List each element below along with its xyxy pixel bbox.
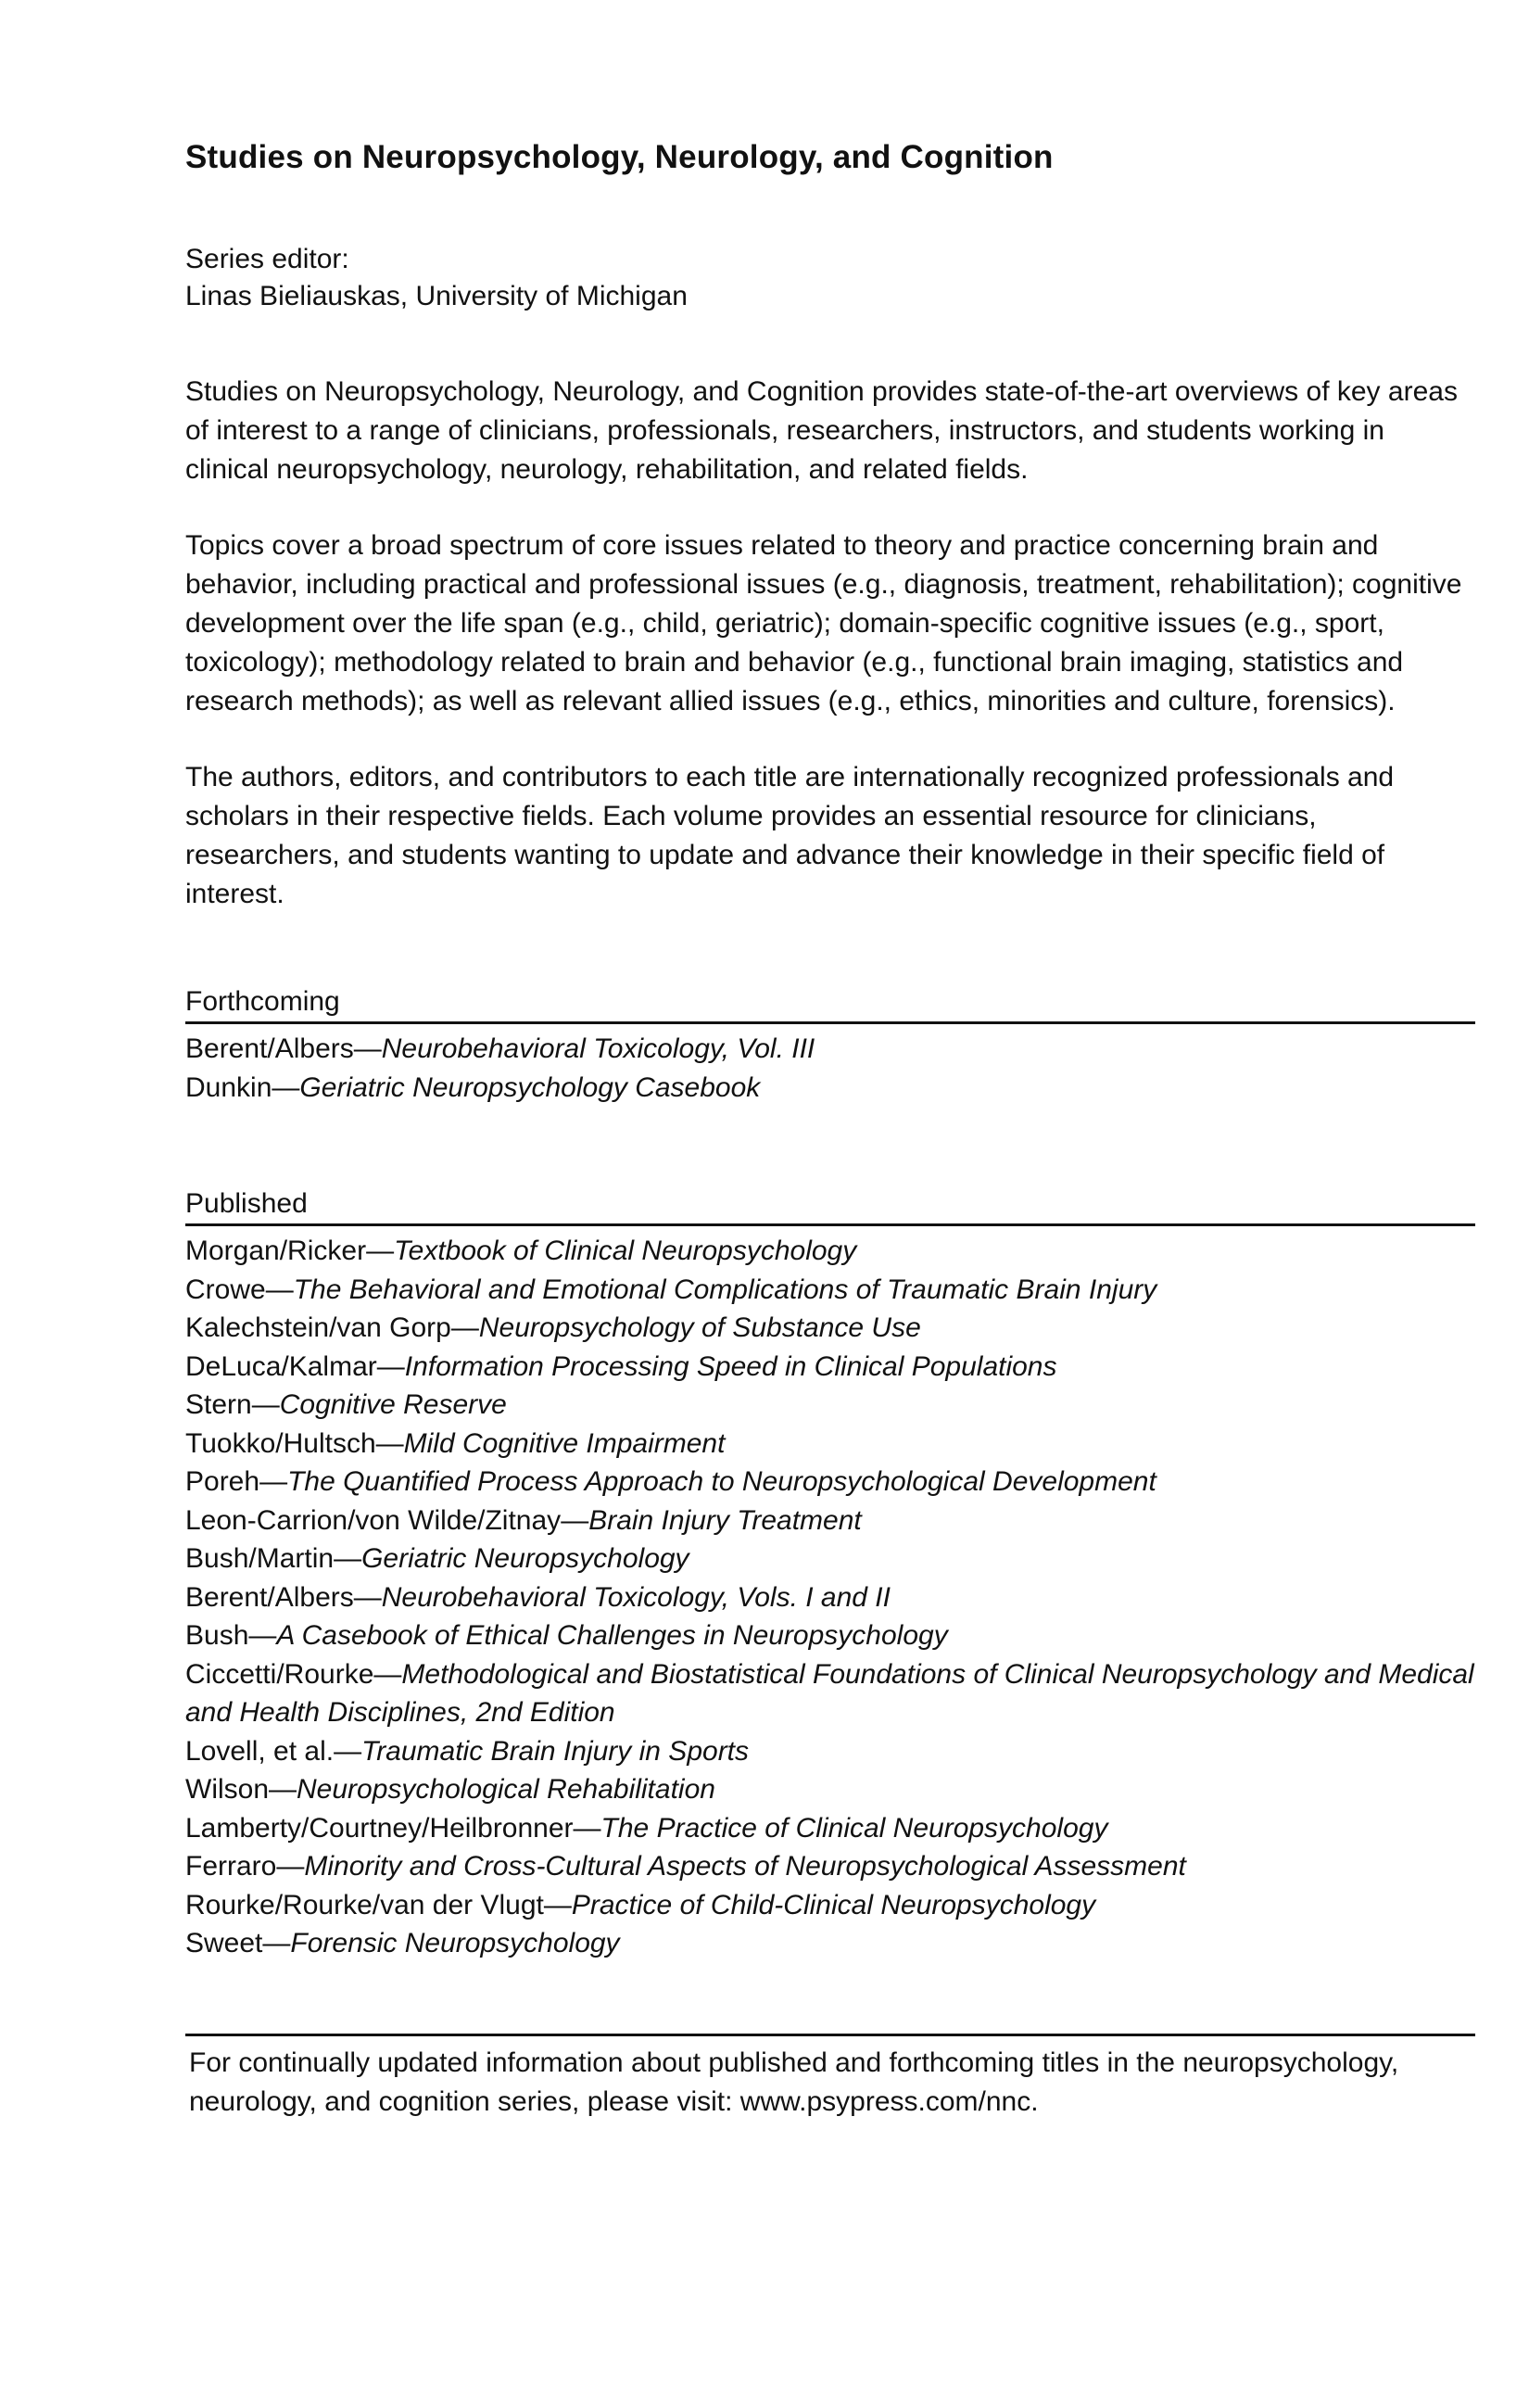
- book-list-item: [185, 1578, 1475, 1617]
- forthcoming-section: [185, 984, 1475, 1107]
- book-authors: Crowe: [185, 1274, 266, 1305]
- book-list-item: [185, 1502, 1475, 1540]
- book-authors: Berent/Albers: [185, 1033, 354, 1064]
- em-dash-separator: —: [376, 1350, 405, 1382]
- book-title: Practice of Child-Clinical Neuropsychology: [571, 1889, 1096, 1920]
- em-dash-separator: —: [272, 1071, 300, 1103]
- book-title: Neuropsychological Rehabilitation: [297, 1774, 715, 1805]
- em-dash-separator: —: [262, 1928, 291, 1958]
- series-editor-block: [185, 241, 1475, 315]
- em-dash-separator: —: [450, 1312, 479, 1343]
- book-list-item: [185, 1030, 1475, 1069]
- em-dash-separator: —: [334, 1735, 362, 1767]
- book-authors: Wilson: [185, 1774, 270, 1805]
- book-authors: Lamberty/Courtney/Heilbronner: [185, 1812, 574, 1844]
- book-title: Traumatic Brain Injury in Sports: [361, 1735, 750, 1767]
- book-list-item: [185, 1924, 1475, 1963]
- em-dash-separator: —: [259, 1466, 288, 1497]
- em-dash-separator: —: [375, 1427, 404, 1459]
- intro-paragraph-2: Topics cover a broad spectrum of core issues related to theory and practice concerning brain and behavior, including practical and professional issues (e.g., diagnosis, treatment, rehabilitation); cognitive development over the life span (e.g., child, geriatric); domain-specific cognitive issues (e.g., sport, toxicology); methodology related to brain and behavior (e.g., functional brain imaging, statistics and research methods); as well as relevant allied issues (e.g., ethics, minorities and culture, forensics).: [185, 530, 1462, 716]
- book-authors: Bush/Martin: [185, 1543, 335, 1574]
- book-list-item: [185, 1232, 1475, 1271]
- book-title: The Behavioral and Emotional Complications of Traumatic Brain Injury: [293, 1274, 1157, 1305]
- book-title: Mild Cognitive Impairment: [403, 1427, 726, 1459]
- em-dash-separator: —: [373, 1658, 402, 1690]
- book-title: Cognitive Reserve: [279, 1389, 507, 1420]
- book-title: Neurobehavioral Toxicology, Vols. I and II: [381, 1581, 891, 1613]
- book-authors: Ciccetti/Rourke: [185, 1658, 374, 1690]
- book-list-item: [185, 1732, 1475, 1771]
- em-dash-separator: —: [573, 1812, 601, 1844]
- series-title: Studies on Neuropsychology, Neurology, and Cognition: [185, 139, 1054, 175]
- book-authors: Lovell, et al.: [185, 1735, 335, 1767]
- book-list-item: [185, 1463, 1475, 1502]
- book-authors: Stern: [185, 1389, 252, 1420]
- book-authors: Dunkin: [185, 1071, 272, 1103]
- book-authors: Morgan/Ricker: [185, 1236, 367, 1266]
- book-title: Neurobehavioral Toxicology, Vol. III: [381, 1033, 815, 1064]
- book-list-item: [185, 1386, 1475, 1425]
- em-dash-separator: —: [353, 1033, 382, 1064]
- series-editor-name: Linas Bieliauskas, University of Michigan: [185, 281, 688, 311]
- book-title: Information Processing Speed in Clinical Populations: [404, 1350, 1057, 1382]
- book-authors: Berent/Albers: [185, 1581, 354, 1613]
- published-list: [185, 1232, 1475, 1963]
- forthcoming-heading: Forthcoming: [185, 984, 1475, 1024]
- series-page: [185, 139, 1475, 2122]
- book-authors: Bush: [185, 1620, 249, 1651]
- book-title: Brain Injury Treatment: [588, 1504, 862, 1536]
- book-title: Methodological and Biostatistical Foundations of Clinical Neuropsychology and Medical and Health Disciplines, 2nd Edition: [185, 1658, 1474, 1728]
- book-list-item: [185, 1309, 1475, 1348]
- em-dash-separator: —: [334, 1543, 362, 1574]
- book-list-item: [185, 1425, 1475, 1464]
- book-title: A Casebook of Ethical Challenges in Neuropsychology: [276, 1620, 948, 1651]
- book-authors: Poreh: [185, 1466, 260, 1497]
- em-dash-separator: —: [543, 1889, 572, 1920]
- book-title: Textbook of Clinical Neuropsychology: [394, 1236, 857, 1266]
- em-dash-separator: —: [353, 1581, 382, 1613]
- em-dash-separator: —: [265, 1274, 294, 1305]
- em-dash-separator: —: [269, 1774, 297, 1805]
- forthcoming-list: [185, 1030, 1475, 1107]
- book-title: The Practice of Clinical Neuropsychology: [600, 1812, 1108, 1844]
- published-section: [185, 1186, 1475, 1963]
- book-list-item: [185, 1540, 1475, 1578]
- book-list-item: [185, 1847, 1475, 1886]
- book-authors: Tuokko/Hultsch: [185, 1427, 376, 1459]
- book-list-item: [185, 1886, 1475, 1925]
- em-dash-separator: —: [248, 1620, 277, 1651]
- book-title: Forensic Neuropsychology: [290, 1928, 620, 1958]
- intro-paragraph-3: The authors, editors, and contributors to each title are internationally recognized professionals and scholars in their respective fields. Each volume provides an essential resource for clinicians, researchers, and students wanting to update and advance their knowledge in their specific field of interest.: [185, 762, 1395, 909]
- book-list-item: [185, 1069, 1475, 1108]
- em-dash-separator: —: [366, 1236, 395, 1266]
- series-editor-label: Series editor:: [185, 244, 349, 274]
- book-title: Geriatric Neuropsychology: [361, 1543, 689, 1574]
- em-dash-separator: —: [251, 1389, 280, 1420]
- em-dash-separator: —: [276, 1851, 305, 1882]
- footer-note: For continually updated information about published and forthcoming titles in the neuropsychology, neurology, and cognition series, please visit: www.psypress.com/nnc.: [185, 2034, 1475, 2122]
- book-authors: DeLuca/Kalmar: [185, 1350, 377, 1382]
- published-heading: Published: [185, 1186, 1475, 1226]
- book-list-item: [185, 1809, 1475, 1848]
- book-title: The Quantified Process Approach to Neuropsychological Development: [287, 1466, 1156, 1497]
- book-title: Minority and Cross-Cultural Aspects of Neuropsychological Assessment: [304, 1851, 1186, 1882]
- book-authors: Ferraro: [185, 1851, 277, 1882]
- book-list-item: [185, 1271, 1475, 1310]
- intro-paragraph-1: Studies on Neuropsychology, Neurology, and Cognition provides state-of-the-art overviews of key areas of interest to a range of clinicians, professionals, researchers, instructors, and students working in clinical neuropsychology, neurology, rehabilitation, and related fields.: [185, 376, 1458, 485]
- book-authors: Rourke/Rourke/van der Vlugt: [185, 1889, 544, 1920]
- book-list-item: [185, 1616, 1475, 1655]
- em-dash-separator: —: [561, 1504, 589, 1536]
- book-authors: Leon-Carrion/von Wilde/Zitnay: [185, 1504, 562, 1536]
- book-title: Neuropsychology of Substance Use: [478, 1312, 921, 1343]
- book-authors: Sweet: [185, 1928, 263, 1958]
- book-authors: Kalechstein/van Gorp: [185, 1312, 451, 1343]
- book-list-item: [185, 1770, 1475, 1809]
- book-list-item: [185, 1348, 1475, 1387]
- book-title: Geriatric Neuropsychology Casebook: [299, 1071, 761, 1103]
- book-list-item: [185, 1655, 1475, 1732]
